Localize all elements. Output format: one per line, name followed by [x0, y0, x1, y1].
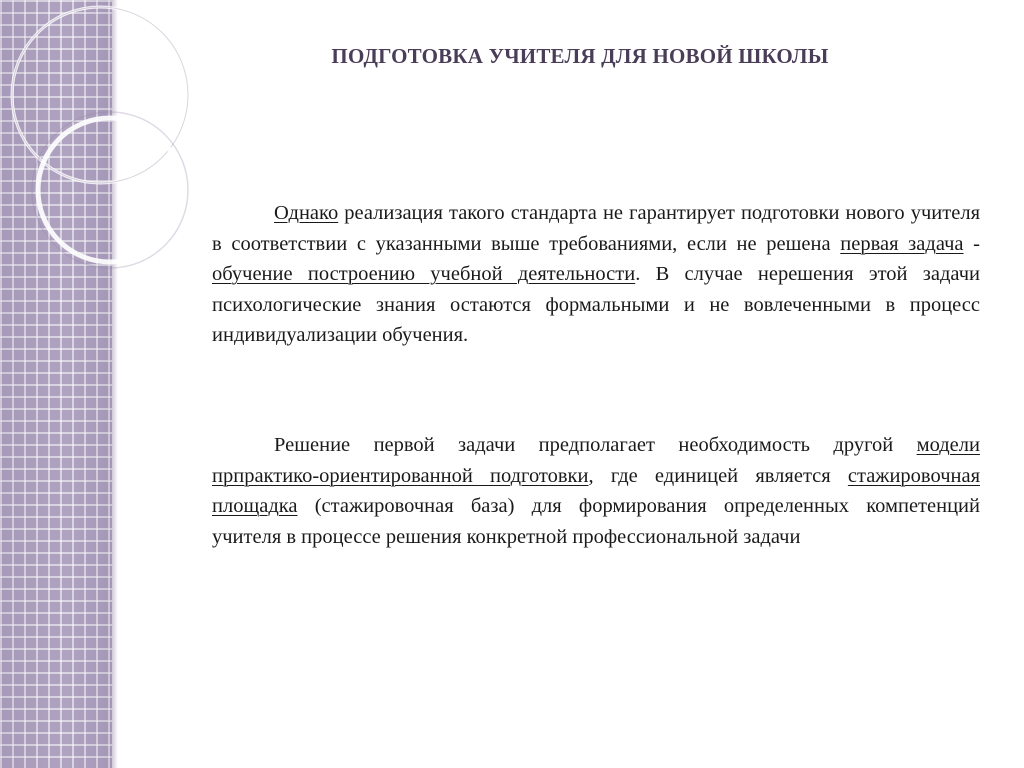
- paragraph-1-text-c: . В случае нерешения этой задачи психологические знания остаются формальными и не вовлеченными в процесс индивидуализации обучения.: [212, 263, 980, 346]
- paragraph-2-text-c: (стажировочная база) для формирования определенных компетенций учителя в процессе решения конкретной профессиональной задачи: [212, 495, 980, 548]
- underlined-internship-site: стажировочная площадка: [212, 464, 980, 517]
- ring-large: [12, 7, 188, 183]
- ring-small: [38, 118, 182, 262]
- slide-title: ПОДГОТОВКА УЧИТЕЛЯ ДЛЯ НОВОЙ ШКОЛЫ: [331, 44, 829, 68]
- paragraph-2-text-a: Решение первой задачи предполагает необходимость другой: [274, 434, 917, 456]
- paragraph-1-text-b: -: [963, 232, 981, 255]
- paragraph-2-text-b: , где единицей является: [588, 464, 848, 487]
- underlined-first-task: первая задача: [840, 232, 964, 255]
- underlined-training-model: модели прпрактико-ориентированной подготовки: [212, 434, 980, 487]
- paragraph-1-text-a: реализация такого стандарта не гарантирует подготовки нового учителя в соответствии с указанными выше требованиями, если не решена: [212, 202, 980, 255]
- paragraph-2: [212, 430, 980, 552]
- underlined-word-odnako: Однако: [274, 202, 339, 224]
- paragraph-1: [212, 198, 980, 351]
- ring-small-shadow: [32, 112, 188, 268]
- underlined-learning-activity: обучение построению учебной деятельности: [212, 263, 636, 285]
